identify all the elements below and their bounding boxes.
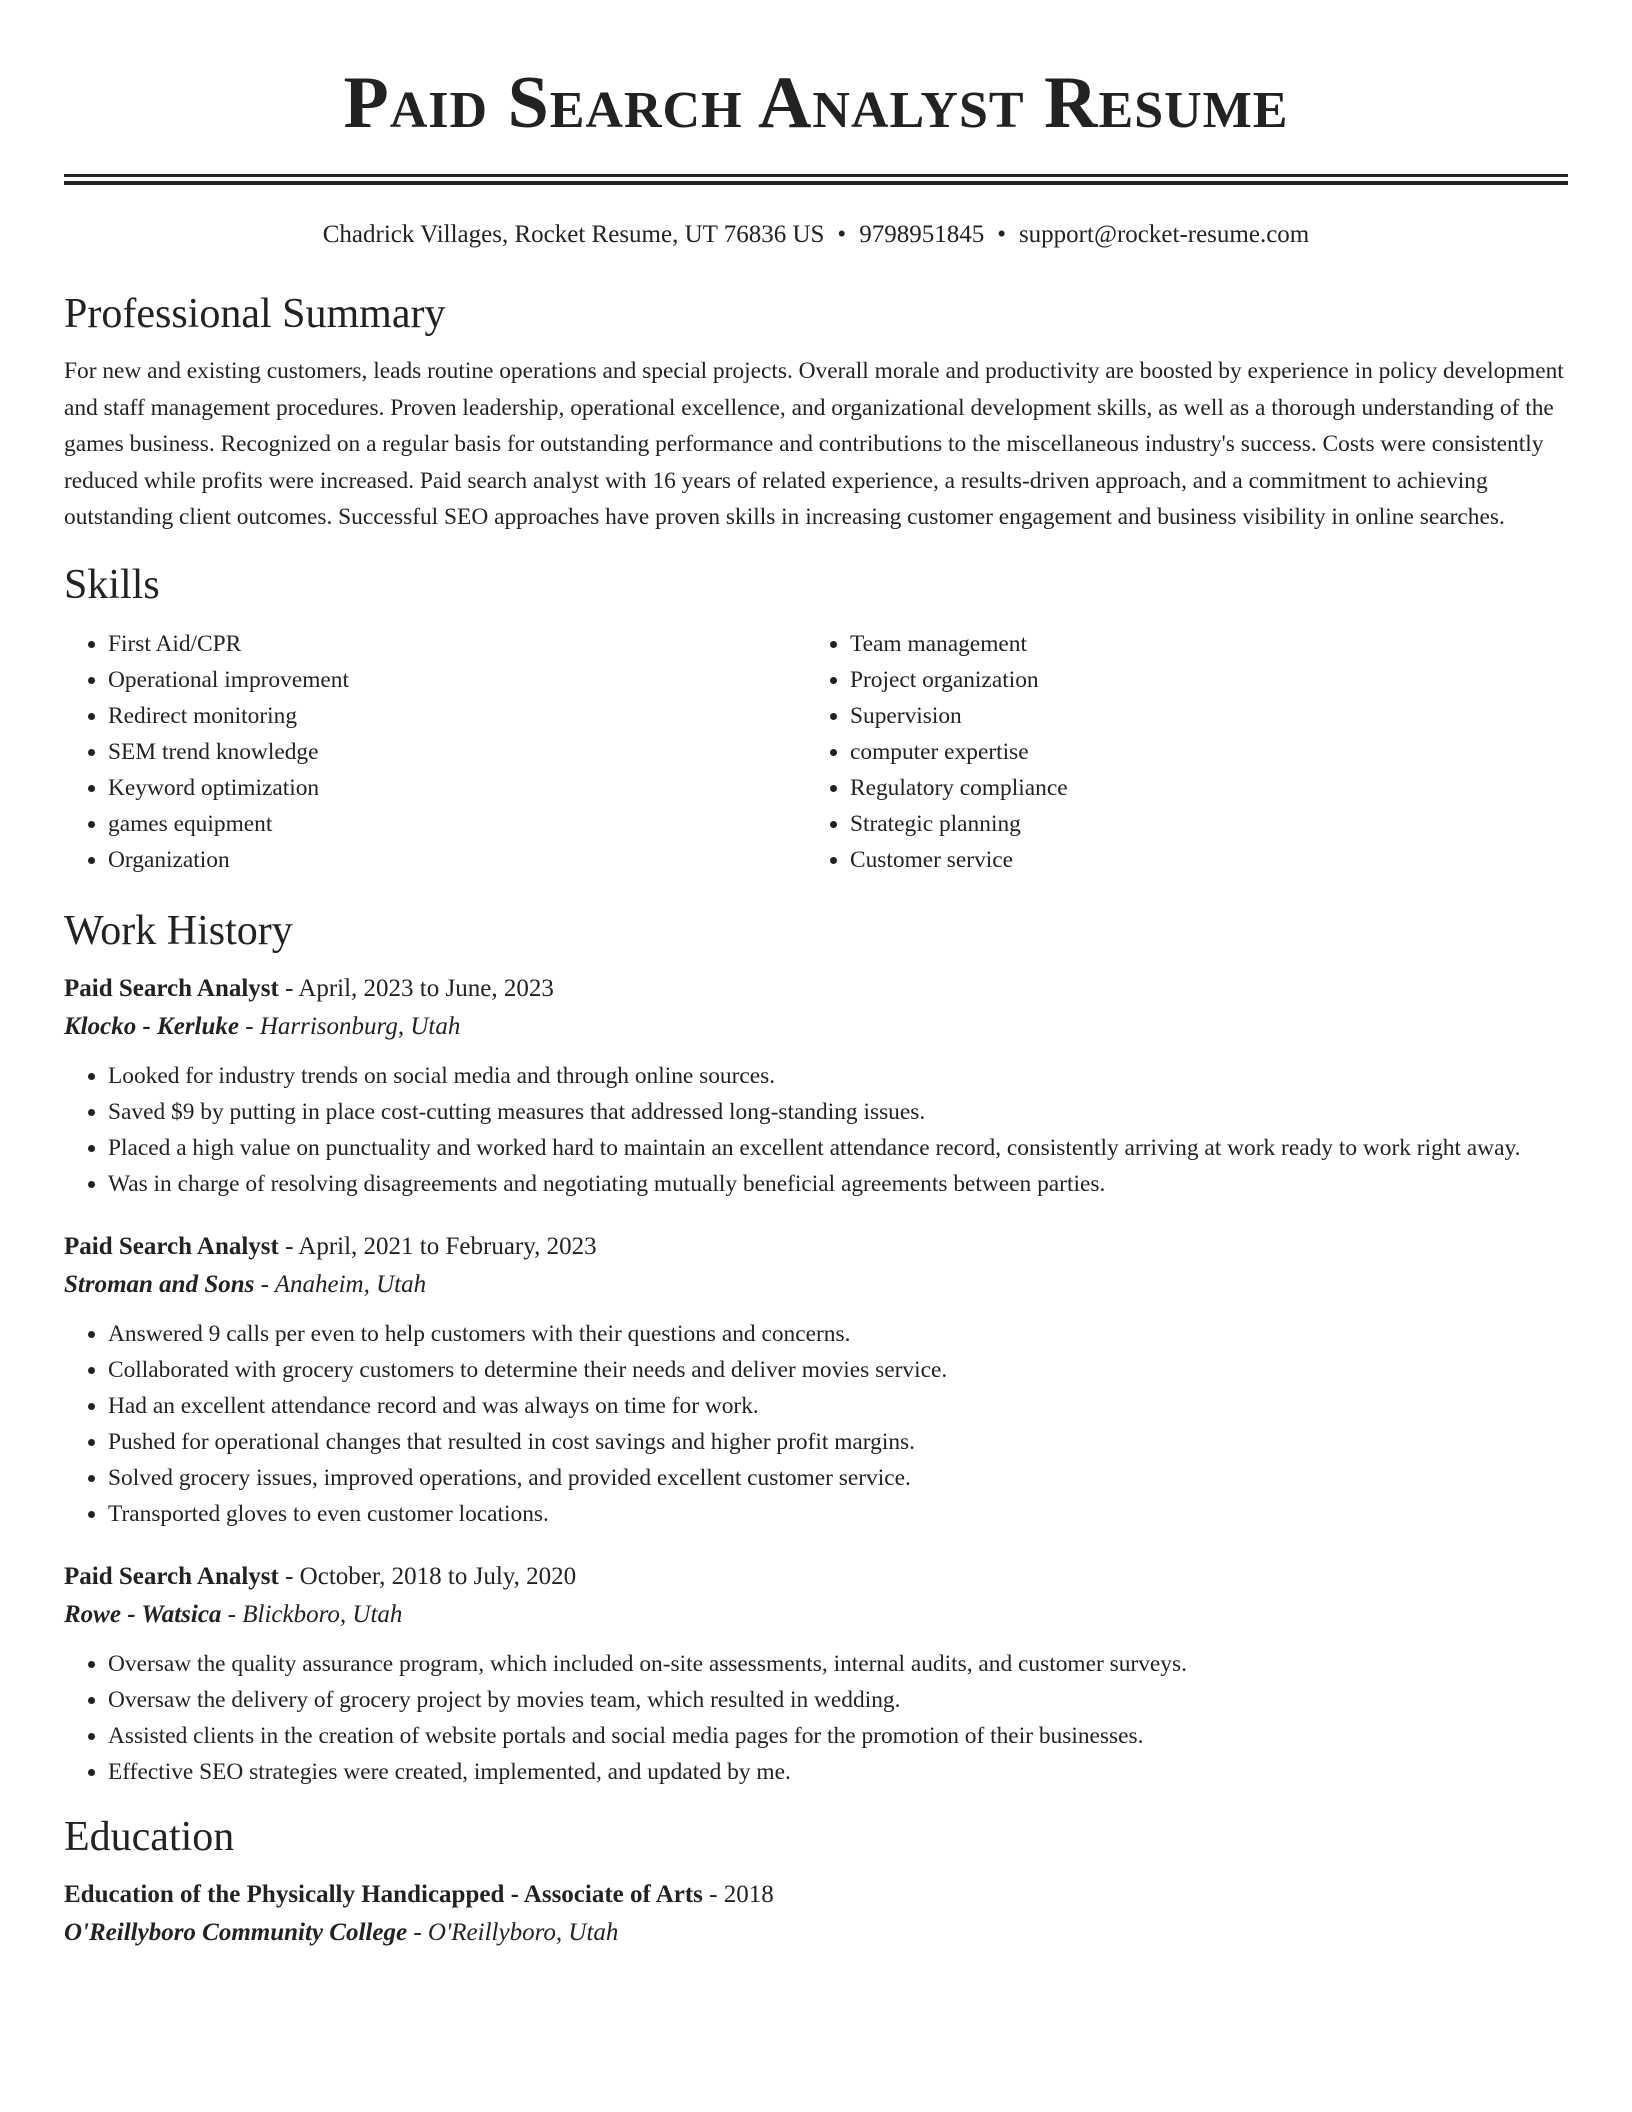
- skill-item: • Operational improvement: [108, 662, 806, 698]
- skill-item: • Redirect monitoring: [108, 698, 806, 734]
- skill-item: • Organization: [108, 842, 806, 878]
- job-location: - Harrisonburg, Utah: [239, 1012, 461, 1040]
- job-location: - Anaheim, Utah: [254, 1270, 427, 1298]
- job-company: Rowe - Watsica: [64, 1600, 222, 1628]
- education-school-line: [64, 1914, 1568, 1952]
- job-bullet: • Collaborated with grocery customers to determine their needs and deliver movies service.: [108, 1352, 1568, 1388]
- skill-item: • Customer service: [850, 842, 1548, 878]
- skills-column-right: [806, 626, 1548, 878]
- job-bullet: • Answered 9 calls per even to help customers with their questions and concerns.: [108, 1316, 1568, 1352]
- job-bullet: • Had an excellent attendance record and was always on time for work.: [108, 1388, 1568, 1424]
- skill-item: • computer expertise: [850, 734, 1548, 770]
- skill-item: • games equipment: [108, 806, 806, 842]
- education-entry: [64, 1876, 1568, 1952]
- job-dates: - April, 2023 to June, 2023: [278, 974, 554, 1002]
- contact-email: support@rocket-resume.com: [1018, 221, 1310, 248]
- job-entry: [64, 1228, 1568, 1532]
- job-bullet: • Solved grocery issues, improved operations, and provided excellent customer service.: [108, 1460, 1568, 1496]
- job-bullets: [64, 1316, 1568, 1532]
- skill-item: • Supervision: [850, 698, 1548, 734]
- job-location: - Blickboro, Utah: [221, 1600, 403, 1628]
- contact-line: [64, 219, 1568, 251]
- job-bullets: [64, 1058, 1568, 1202]
- contact-address: Chadrick Villages, Rocket Resume, UT 76836 US: [322, 221, 825, 248]
- work-history-heading: Work History: [64, 907, 293, 954]
- job-company-line: [64, 1596, 1568, 1634]
- job-bullet: • Oversaw the delivery of grocery project by movies team, which resulted in wedding.: [108, 1682, 1568, 1718]
- job-title-line: [64, 1558, 1568, 1596]
- job-bullet: • Effective SEO strategies were created, implemented, and updated by me.: [108, 1754, 1568, 1790]
- education-year: - 2018: [702, 1880, 774, 1908]
- job-bullets: [64, 1646, 1568, 1790]
- skill-item: • Regulatory compliance: [850, 770, 1548, 806]
- summary-text: For new and existing customers, leads routine operations and special projects. Overall morale and productivity are boosted by experience in policy development and staff management procedures. Proven leadership, operational excellence, and organizational development skills, as well as a thorough understanding of the games business. Recognized on a regular basis for outstanding performance and contributions to the miscellaneous industry's success. Costs were consistently reduced while profits were increased. Paid search analyst with 16 years of related experience, a results-driven approach, and a commitment to achieving outstanding client outcomes. Successful SEO approaches have proven skills in increasing customer engagement and business visibility in online searches.: [64, 358, 1564, 530]
- job-dates: - October, 2018 to July, 2020: [278, 1562, 577, 1590]
- job-bullet: • Placed a high value on punctuality and worked hard to maintain an excellent attendance record, consistently arriving at work ready to work right away.: [108, 1130, 1568, 1166]
- job-company: Klocko - Kerluke: [64, 1012, 239, 1040]
- job-company-line: [64, 1008, 1568, 1046]
- title-double-rule: [64, 174, 1568, 185]
- job-title-line: [64, 1228, 1568, 1266]
- education-degree-line: [64, 1876, 1568, 1914]
- job-company: Stroman and Sons: [64, 1270, 255, 1298]
- job-bullet: • Pushed for operational changes that resulted in cost savings and higher profit margins.: [108, 1424, 1568, 1460]
- job-bullet: • Saved $9 by putting in place cost-cutting measures that addressed long-standing issues.: [108, 1094, 1568, 1130]
- job-title: Paid Search Analyst: [64, 1232, 279, 1260]
- skills-column-left: [64, 626, 806, 878]
- job-title: Paid Search Analyst: [64, 974, 279, 1002]
- contact-separator: •: [997, 221, 1006, 248]
- education-school: O'Reillyboro Community College: [64, 1918, 408, 1946]
- summary-heading: Professional Summary: [64, 291, 446, 337]
- skill-item: • Project organization: [850, 662, 1548, 698]
- job-bullet: • Oversaw the quality assurance program, which included on-site assessments, internal audits, and customer surveys.: [108, 1646, 1568, 1682]
- skill-item: • First Aid/CPR: [108, 626, 806, 662]
- contact-separator: •: [837, 221, 847, 248]
- resume-title: Paid Search Analyst Resume: [343, 62, 1289, 144]
- skills-heading: Skills: [64, 561, 160, 608]
- job-dates: - April, 2021 to February, 2023: [278, 1232, 597, 1260]
- job-bullet: • Assisted clients in the creation of website portals and social media pages for the promotion of their businesses.: [108, 1718, 1568, 1754]
- job-entry: [64, 1558, 1568, 1790]
- skill-item: • Keyword optimization: [108, 770, 806, 806]
- job-company-line: [64, 1266, 1568, 1304]
- contact-phone: 9798951845: [859, 221, 985, 248]
- skill-item: • Strategic planning: [850, 806, 1548, 842]
- job-bullet: • Looked for industry trends on social media and through online sources.: [108, 1058, 1568, 1094]
- skill-item: • SEM trend knowledge: [108, 734, 806, 770]
- job-bullet: • Transported gloves to even customer locations.: [108, 1496, 1568, 1532]
- job-title-line: [64, 970, 1568, 1008]
- job-entry: [64, 970, 1568, 1202]
- education-heading: Education: [64, 1813, 235, 1860]
- job-bullet: • Was in charge of resolving disagreements and negotiating mutually beneficial agreements between parties.: [108, 1166, 1568, 1202]
- job-title: Paid Search Analyst: [64, 1562, 279, 1590]
- skills-list: [64, 626, 1568, 878]
- education-degree: Education of the Physically Handicapped - Associate of Arts: [64, 1880, 703, 1908]
- education-location: - O'Reillyboro, Utah: [407, 1918, 619, 1946]
- skill-item: • Team management: [850, 626, 1548, 662]
